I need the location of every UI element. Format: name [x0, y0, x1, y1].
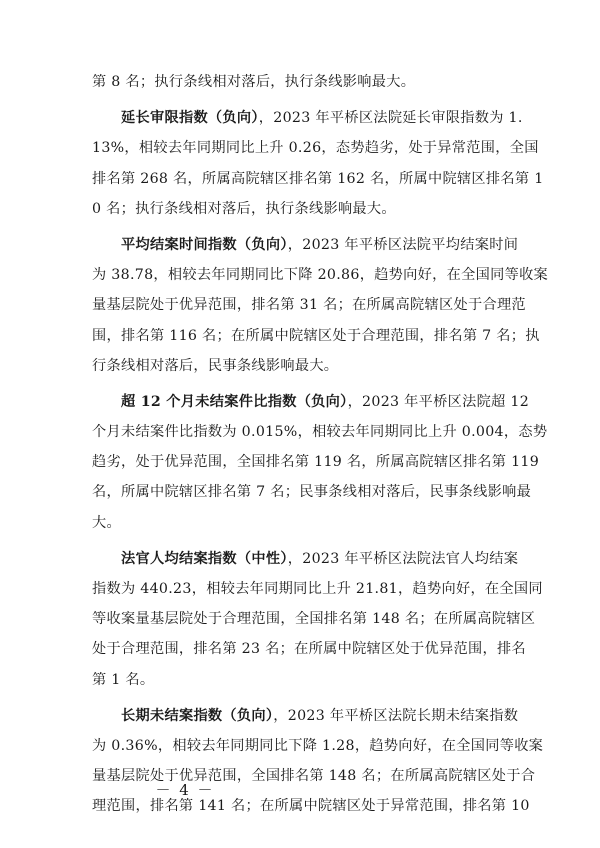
text-line: 13%，相较去年同期同比上升 0.26，态势趋劣，处于异常范围，全国: [92, 140, 539, 157]
text-line: 第 8 名；执行条线相对落后，执行条线影响最大。: [92, 74, 416, 90]
paragraph-heading: 平均结案时间指数（负向）: [121, 236, 288, 253]
page-number: － 4 －: [155, 781, 215, 799]
paragraph-heading: 延长审限指数（负向）: [121, 110, 259, 127]
text-span: ，2023 年平桥区法院超 12: [347, 393, 530, 410]
text-line: 名，所属中院辖区排名第 7 名；民事条线相对落后，民事条线影响最: [92, 484, 532, 501]
text-line: 第 1 名。: [92, 671, 155, 688]
text-line: [92, 103, 523, 133]
text-span: ，2023 年平桥区法院延长审限指数为 1.: [258, 110, 523, 127]
text-span: ，2023 年平桥区法院长期未结案指数: [273, 707, 519, 724]
text-span: ，2023 年平桥区法院平均结案时间: [287, 236, 519, 253]
text-line: 为 0.36%，相较去年同期同比下降 1.28，趋势向好，在全国同等收案: [92, 737, 544, 754]
text-line: 个月未结案件比指数为 0.015%，相较去年同期同比上升 0.004，态势: [92, 424, 548, 441]
paragraph-heading: 超 12 个月未结案件比指数（负向）: [121, 393, 348, 410]
text-line: [92, 230, 519, 260]
paragraph: [92, 387, 548, 538]
text-line: [92, 544, 519, 574]
text-line: 行条线相对落后，民事条线影响最大。: [92, 357, 339, 374]
text-line: 排名第 268 名，所属高院辖区排名第 162 名，所属中院辖区排名第 1: [92, 170, 544, 187]
paragraph: [92, 67, 512, 97]
text-line: 为 38.78，相较去年同期同比下降 20.86，趋势向好，在全国同等收案: [92, 267, 549, 284]
text-line: 趋劣，处于优异范围，全国排名第 119 名，所属高院辖区排名第 119: [92, 454, 540, 471]
document-body: [92, 67, 549, 822]
paragraph: [92, 701, 544, 822]
text-line: [92, 387, 530, 417]
paragraph-heading: 法官人均结案指数（中性）: [121, 550, 288, 567]
text-line: 大。: [92, 514, 121, 531]
text-line: 量基层院处于优异范围，排名第 31 名；在所属高院辖区处于合理范: [92, 297, 526, 314]
text-line: 0 名；执行条线相对落后，执行条线影响最大。: [92, 200, 396, 217]
text-line: 指数为 440.23，相较去年同期同比上升 21.81，趋势向好，在全国同: [92, 581, 543, 597]
paragraph: [92, 230, 549, 381]
text-line: 处于合理范围，排名第 23 名；在所属中院辖区处于优异范围，排名: [92, 641, 526, 658]
paragraph-heading: 长期未结案指数（负向）: [121, 707, 274, 724]
text-line: 围，排名第 116 名；在所属中院辖区处于合理范围，排名第 7 名；执: [92, 327, 540, 344]
paragraph: [92, 103, 544, 224]
text-line: [92, 701, 519, 731]
page-footer: [0, 780, 600, 800]
text-line: 等收案量基层院处于合理范围，全国排名第 148 名；在所属高院辖区: [92, 611, 536, 628]
text-line: 量基层院处于优异范围，全国排名第 148 名；在所属高院辖区处于合: [92, 768, 536, 785]
paragraph: [92, 544, 543, 695]
text-line: 理范围，排名第 141 名；在所属中院辖区处于异常范围，排名第 10: [92, 798, 530, 815]
text-span: ，2023 年平桥区法院法官人均结案: [287, 550, 519, 567]
